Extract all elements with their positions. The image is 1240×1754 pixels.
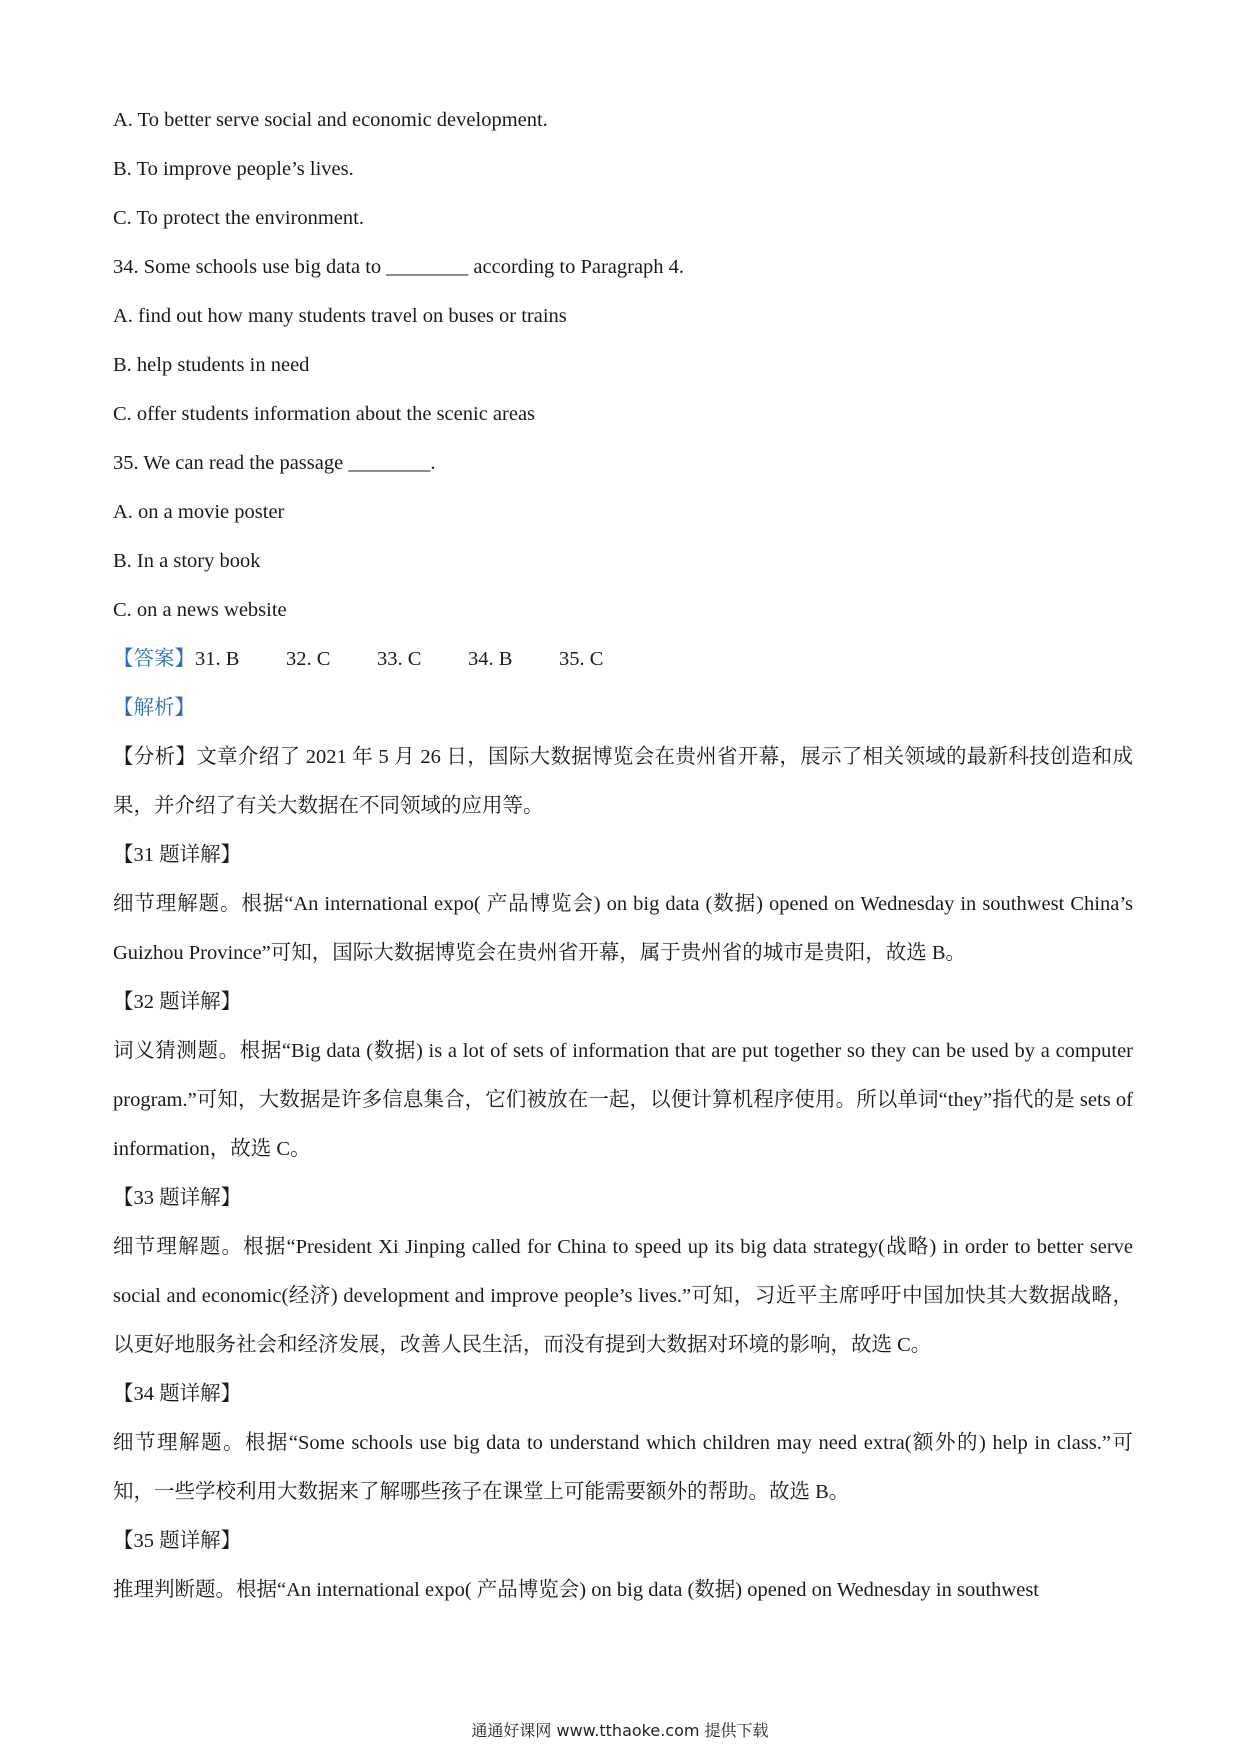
answer-label: 【答案】 [113, 648, 195, 670]
analysis-summary: 【分析】文章介绍了 2021 年 5 月 26 日，国际大数据博览会在贵州省开幕，展示了相关领域的最新科技创造和成果，并介绍了有关大数据在不同领域的应用等。 [113, 746, 1133, 817]
q35-detail-title: 【35 题详解】 [113, 1530, 242, 1552]
q33-detail-title: 【33 题详解】 [113, 1187, 242, 1209]
q32-detail-text: 词义猜测题。根据“Big data (数据) is a lot of sets of information that are put together so they can be used by a computer program.”可知，大数据是许多信息集合，它们被放在一起，以便计算机程序使用。所以单词“they”指代的是 sets of information，故选 C。 [113, 1040, 1133, 1160]
q33-option-b: B. To improve people’s lives. [113, 158, 354, 180]
q34-detail-text: 细节理解题。根据“Some schools use big data to understand which children may need extra(额外的) help in class.”可知，一些学校利用大数据来了解哪些孩子在课堂上可能需要额外的帮助。故选 B。 [113, 1432, 1133, 1503]
q33-option-c: C. To protect the environment. [113, 207, 364, 229]
q35-detail-text: 推理判断题。根据“An international expo( 产品博览会) on big data (数据) opened on Wednesday in southwest [113, 1579, 1040, 1601]
q33-detail-text: 细节理解题。根据“President Xi Jinping called for China to speed up its big data strategy(战略) in order to better serve social and economic(经济) development and improve people’s lives.”可知，习近平主席呼吁中国加快其大数据战略，以更好地服务社会和经济发展，改善人民生活，而没有提到大数据对环境的影响，故选 C。 [113, 1236, 1133, 1356]
analysis-label: 【解析】 [113, 697, 195, 719]
q34-option-c: C. offer students information about the scenic areas [113, 403, 536, 425]
q34-stem: 34. Some schools use big data to ________ according to Paragraph 4. [113, 256, 685, 278]
q34-option-a: A. find out how many students travel on buses or trains [113, 305, 567, 327]
q35-stem: 35. We can read the passage ________. [113, 452, 436, 474]
answer-item-31: 31. B [195, 648, 240, 670]
q34-option-b: B. help students in need [113, 354, 310, 376]
page-footer: 通通好课网 www.tthaoke.com 提供下载 [471, 1721, 769, 1740]
answer-item-34: 34. B [468, 648, 513, 670]
q31-detail-title: 【31 题详解】 [113, 844, 242, 866]
q32-detail-title: 【32 题详解】 [113, 991, 242, 1013]
q35-option-b: B. In a story book [113, 550, 261, 572]
answer-item-32: 32. C [286, 648, 331, 670]
q34-detail-title: 【34 题详解】 [113, 1383, 242, 1405]
answer-item-35: 35. C [559, 648, 604, 670]
q33-option-a: A. To better serve social and economic development. [113, 109, 548, 131]
q35-option-c: C. on a news website [113, 599, 287, 621]
answer-item-33: 33. C [377, 648, 422, 670]
answer-row [113, 635, 1133, 684]
q35-option-a: A. on a movie poster [113, 501, 285, 523]
page-content [113, 96, 1133, 1615]
q31-detail-text: 细节理解题。根据“An international expo( 产品博览会) on big data (数据) opened on Wednesday in southwest China’s Guizhou Province”可知，国际大数据博览会在贵州省开幕，属于贵州省的城市是贵阳，故选 B。 [113, 893, 1133, 964]
